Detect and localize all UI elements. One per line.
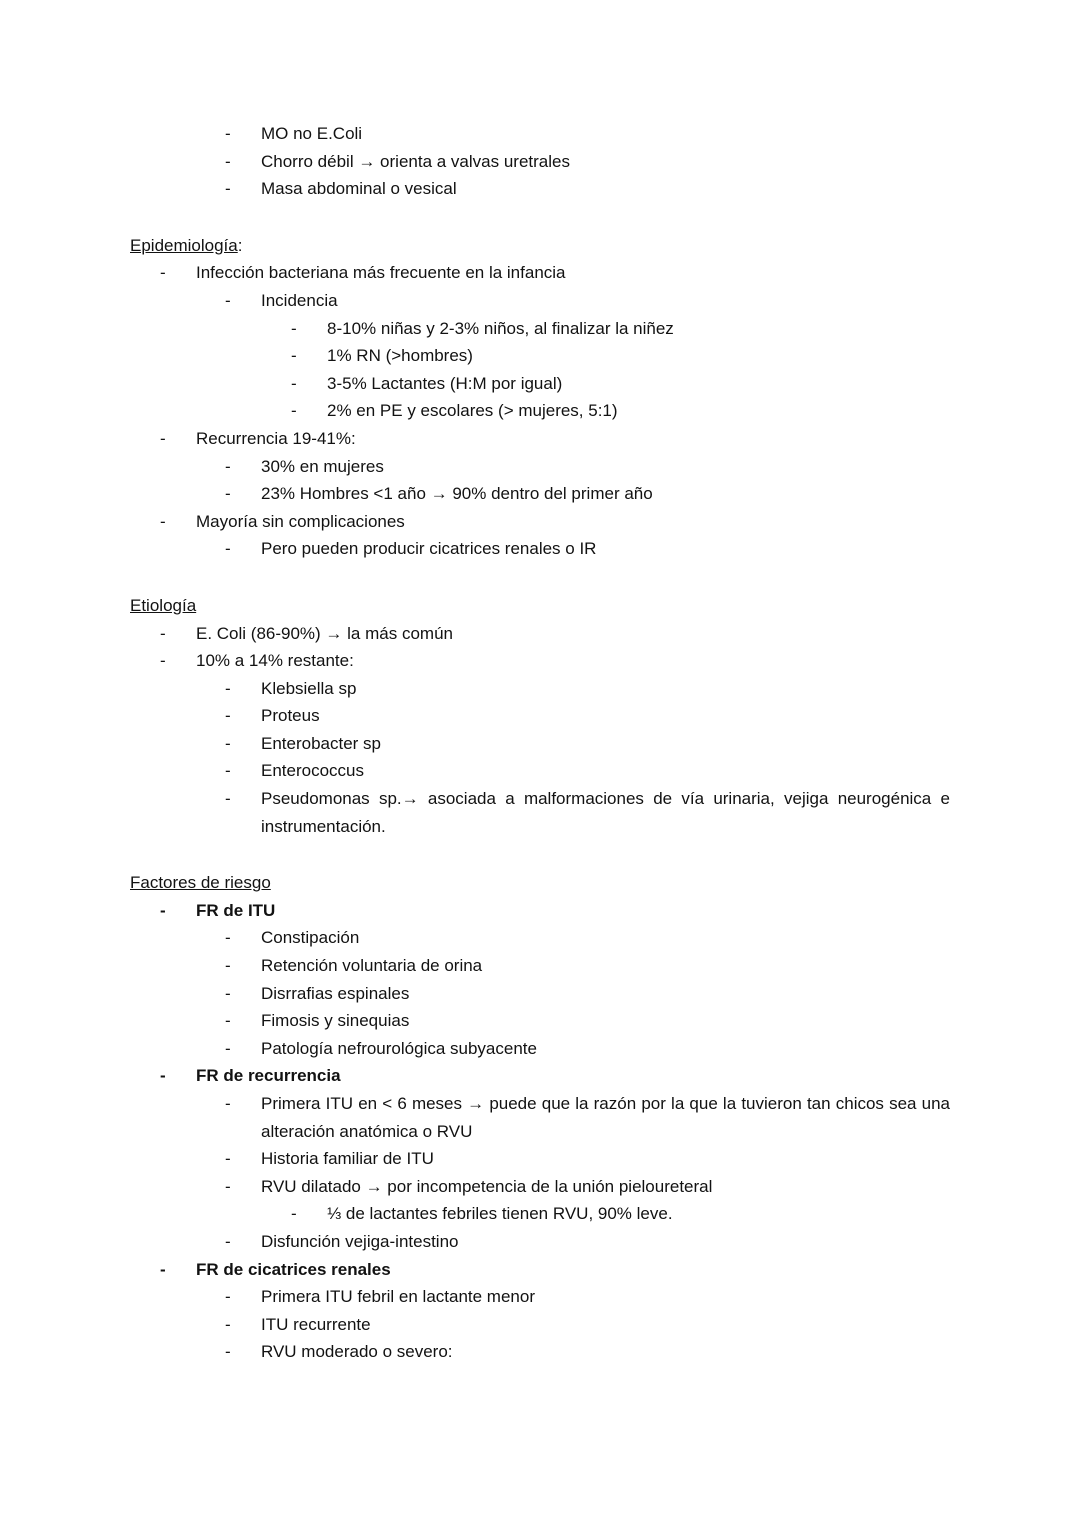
list-item-text: ⅓ de lactantes febriles tienen RVU, 90% leve. bbox=[327, 1204, 673, 1224]
list-item-text: Patología nefrourológica subyacente bbox=[261, 1038, 537, 1058]
list-item-text: Pseudomonas sp.→ asociada a malformaciones de vía urinaria, vejiga neurogénica e instrumentación. bbox=[261, 789, 950, 836]
bullet-dash-icon: - bbox=[291, 1204, 297, 1224]
section-heading-suffix: : bbox=[237, 235, 243, 255]
list-item-text: Retención voluntaria de orina bbox=[261, 956, 483, 976]
list-item bbox=[130, 1338, 950, 1366]
bullet-dash-icon: - bbox=[225, 539, 231, 559]
list-item-text: ITU recurrente bbox=[261, 1314, 371, 1334]
list-item bbox=[130, 757, 950, 785]
bullet-dash-icon: - bbox=[160, 900, 166, 920]
bullet-dash-icon: - bbox=[225, 983, 231, 1003]
section-heading bbox=[130, 592, 950, 620]
bullet-dash-icon: - bbox=[160, 511, 166, 531]
section-heading-text: Etiología bbox=[130, 595, 197, 615]
bullet-dash-icon: - bbox=[225, 1094, 231, 1113]
list-item bbox=[130, 453, 950, 481]
bullet-dash-icon: - bbox=[291, 318, 297, 338]
bullet-dash-icon: - bbox=[160, 651, 166, 671]
list-item-text: FR de recurrencia bbox=[196, 1066, 341, 1086]
document-content bbox=[130, 120, 950, 1366]
list-item bbox=[130, 535, 950, 563]
list-item bbox=[130, 120, 950, 148]
bullet-dash-icon: - bbox=[225, 1342, 231, 1362]
bullet-dash-icon: - bbox=[225, 733, 231, 753]
list-item-text: Mayoría sin complicaciones bbox=[196, 511, 405, 531]
list-item bbox=[130, 1173, 950, 1201]
list-item bbox=[130, 647, 950, 675]
bullet-dash-icon: - bbox=[225, 1011, 231, 1031]
list-item bbox=[130, 342, 950, 370]
bullet-dash-icon: - bbox=[225, 151, 231, 171]
list-item-text: Primera ITU en < 6 meses → puede que la razón por la que la tuvieron tan chicos sea una alteración anatómica o RVU bbox=[261, 1094, 950, 1141]
list-item-text: Disrrafias espinales bbox=[261, 983, 410, 1003]
list-item bbox=[130, 1283, 950, 1311]
list-item-text: Klebsiella sp bbox=[261, 678, 357, 698]
list-item bbox=[130, 370, 950, 398]
bullet-dash-icon: - bbox=[225, 1314, 231, 1334]
bullet-dash-icon: - bbox=[291, 373, 297, 393]
bullet-dash-icon: - bbox=[225, 484, 231, 504]
list-item-text: Proteus bbox=[261, 706, 320, 726]
list-item-text: FR de cicatrices renales bbox=[196, 1259, 391, 1279]
list-item bbox=[130, 1200, 950, 1228]
list-item bbox=[130, 480, 950, 508]
list-item bbox=[130, 785, 950, 840]
list-item bbox=[130, 675, 950, 703]
list-item bbox=[130, 730, 950, 758]
list-item-text: RVU dilatado → por incompetencia de la unión pieloureteral bbox=[261, 1176, 713, 1196]
list-item-text: Infección bacteriana más frecuente en la infancia bbox=[196, 263, 566, 283]
list-item-text: Chorro débil → orienta a valvas uretrales bbox=[261, 151, 570, 171]
list-item-text: 3-5% Lactantes (H:M por igual) bbox=[327, 373, 563, 393]
list-item-text: Recurrencia 19-41%: bbox=[196, 428, 356, 448]
bullet-dash-icon: - bbox=[160, 263, 166, 283]
list-item bbox=[130, 148, 950, 176]
list-item-text: Constipación bbox=[261, 928, 360, 948]
section-heading-text: Factores de riesgo bbox=[130, 873, 271, 893]
list-item-text: 8-10% niñas y 2-3% niños, al finalizar la niñez bbox=[327, 318, 674, 338]
bullet-dash-icon: - bbox=[291, 401, 297, 421]
list-item-text: 10% a 14% restante: bbox=[196, 651, 354, 671]
list-item-text: Incidencia bbox=[261, 290, 338, 310]
bullet-dash-icon: - bbox=[225, 1231, 231, 1251]
list-item bbox=[130, 315, 950, 343]
list-item bbox=[130, 1228, 950, 1256]
bullet-dash-icon: - bbox=[225, 1287, 231, 1307]
bullet-dash-icon: - bbox=[225, 928, 231, 948]
list-item bbox=[130, 1062, 950, 1090]
list-item-text: Enterococcus bbox=[261, 761, 364, 781]
list-item bbox=[130, 897, 950, 925]
list-item-text: Disfunción vejiga-intestino bbox=[261, 1231, 459, 1251]
list-item-text: Masa abdominal o vesical bbox=[261, 179, 457, 199]
bullet-dash-icon: - bbox=[225, 706, 231, 726]
list-item bbox=[130, 397, 950, 425]
bullet-dash-icon: - bbox=[225, 1176, 231, 1196]
section-heading bbox=[130, 232, 950, 260]
list-item-text: 1% RN (>hombres) bbox=[327, 346, 473, 366]
bullet-dash-icon: - bbox=[160, 1066, 166, 1086]
list-item bbox=[130, 508, 950, 536]
list-item-text: MO no E.Coli bbox=[261, 124, 363, 143]
bullet-dash-icon: - bbox=[225, 124, 231, 143]
bullet-dash-icon: - bbox=[225, 789, 231, 809]
list-item-text: 23% Hombres <1 año → 90% dentro del primer año bbox=[261, 484, 653, 504]
list-item bbox=[130, 259, 950, 287]
list-item-text: FR de ITU bbox=[196, 900, 276, 920]
list-item-text: E. Coli (86-90%) → la más común bbox=[196, 623, 453, 643]
bullet-dash-icon: - bbox=[160, 623, 166, 643]
bullet-dash-icon: - bbox=[225, 456, 231, 476]
bullet-dash-icon: - bbox=[225, 179, 231, 199]
bullet-dash-icon: - bbox=[225, 761, 231, 781]
list-item bbox=[130, 287, 950, 315]
bullet-dash-icon: - bbox=[160, 1259, 166, 1279]
list-item bbox=[130, 924, 950, 952]
list-item bbox=[130, 952, 950, 980]
bullet-dash-icon: - bbox=[225, 290, 231, 310]
bullet-dash-icon: - bbox=[225, 956, 231, 976]
list-item-text: Enterobacter sp bbox=[261, 733, 382, 753]
list-item-text: 2% en PE y escolares (> mujeres, 5:1) bbox=[327, 401, 618, 421]
list-item bbox=[130, 425, 950, 453]
bullet-dash-icon: - bbox=[225, 1038, 231, 1058]
list-item bbox=[130, 1035, 950, 1063]
list-item bbox=[130, 1311, 950, 1339]
list-item-text: Historia familiar de ITU bbox=[261, 1149, 434, 1169]
bullet-dash-icon: - bbox=[225, 1149, 231, 1169]
section-heading bbox=[130, 869, 950, 897]
list-item-text: 30% en mujeres bbox=[261, 456, 384, 476]
bullet-dash-icon: - bbox=[225, 678, 231, 698]
list-item-text: RVU moderado o severo: bbox=[261, 1342, 453, 1362]
list-item bbox=[130, 1256, 950, 1284]
list-item bbox=[130, 980, 950, 1008]
list-item bbox=[130, 702, 950, 730]
list-item bbox=[130, 620, 950, 648]
list-item-text: Pero pueden producir cicatrices renales o IR bbox=[261, 539, 597, 559]
list-item-text: Fimosis y sinequias bbox=[261, 1011, 410, 1031]
list-item bbox=[130, 1145, 950, 1173]
section-heading-text: Epidemiología bbox=[130, 235, 238, 255]
list-item bbox=[130, 1007, 950, 1035]
list-item-text: Primera ITU febril en lactante menor bbox=[261, 1287, 535, 1307]
bullet-dash-icon: - bbox=[291, 346, 297, 366]
bullet-dash-icon: - bbox=[160, 428, 166, 448]
list-item bbox=[130, 175, 950, 203]
list-item bbox=[130, 1090, 950, 1145]
